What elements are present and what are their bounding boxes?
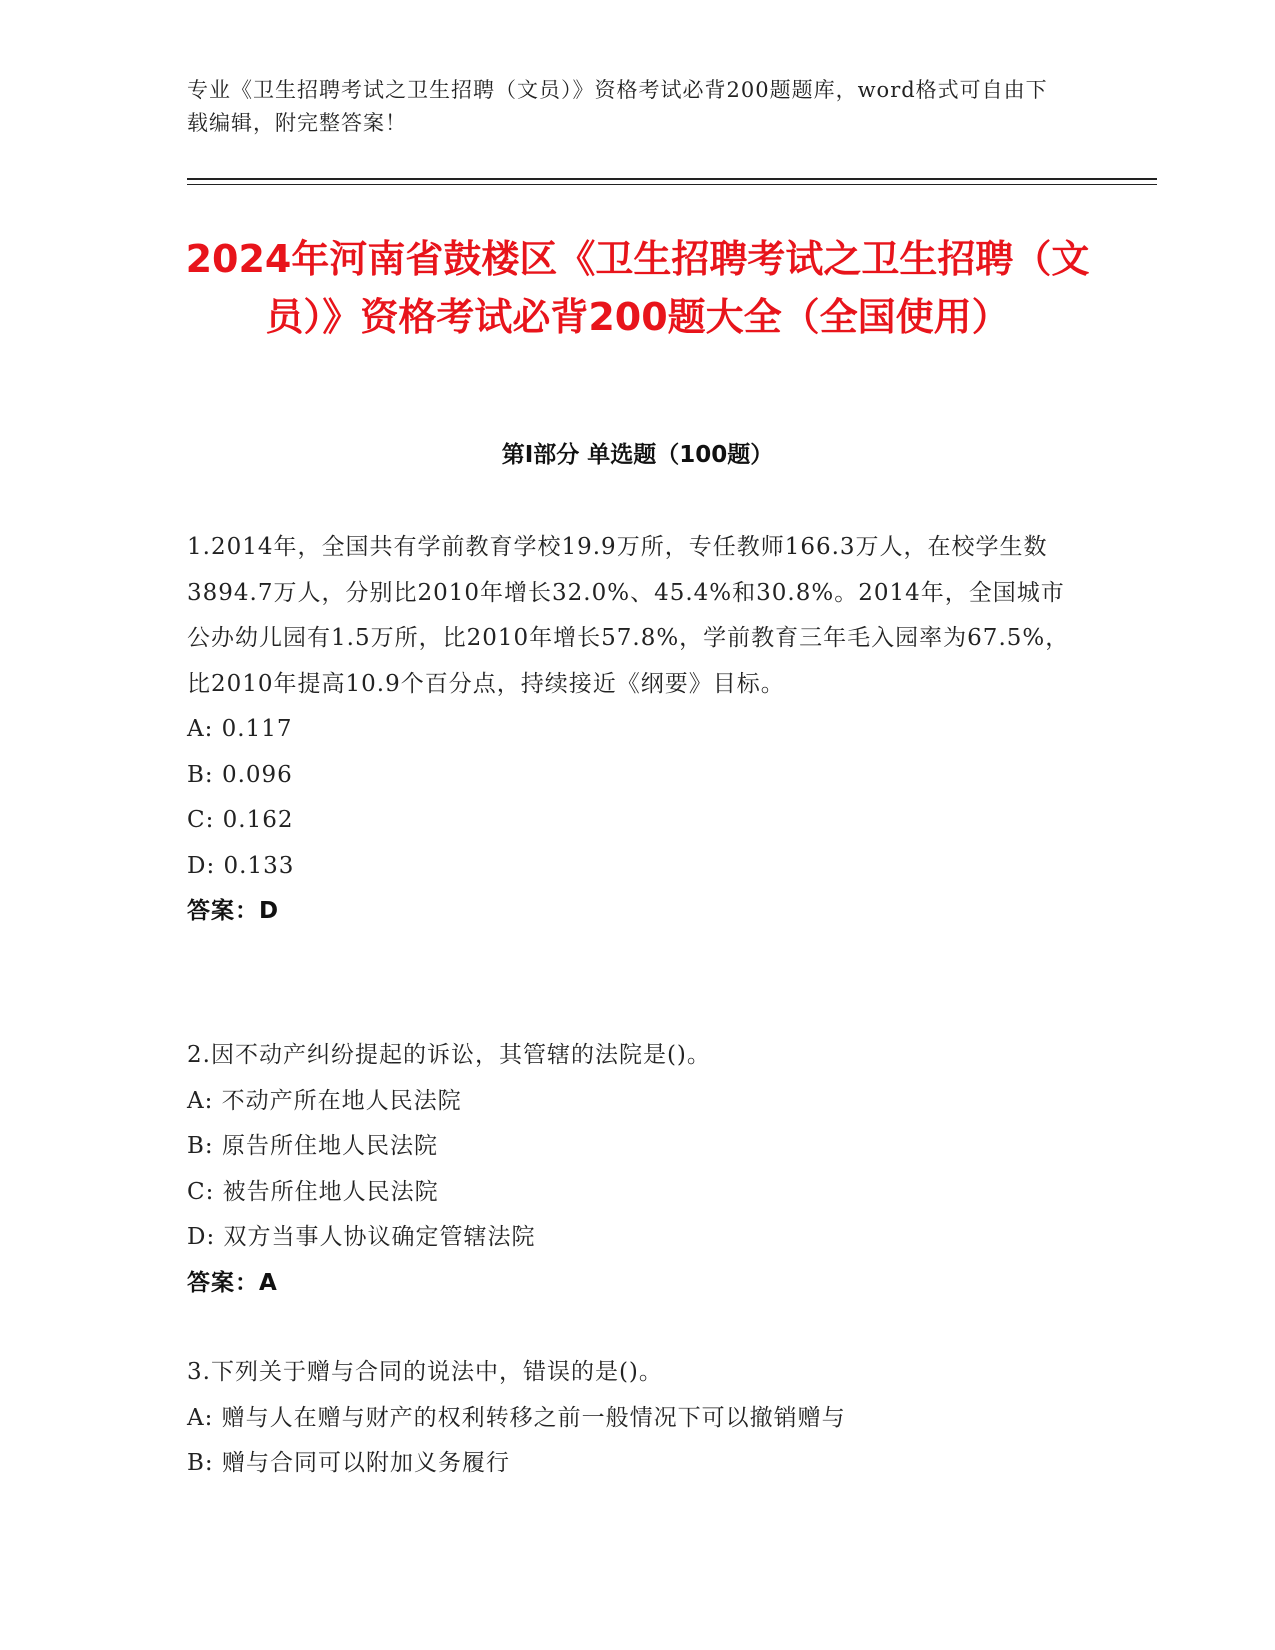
option-d: D: 0.133: [187, 852, 295, 879]
section-heading: 第I部分 单选题（100题）: [501, 442, 774, 468]
question-2: [187, 1033, 1087, 1306]
header-divider: [187, 178, 1157, 180]
question-1: [187, 525, 1087, 935]
option-b: B: 0.096: [187, 761, 293, 788]
document-title: 2024年河南省鼓楼区《卫生招聘考试之卫生招聘（文员）》资格考试必背200题大全（全国使用）: [185, 237, 1090, 339]
option-b: B: 赠与合同可以附加义务履行: [187, 1450, 510, 1476]
option-a: A: 不动产所在地人民法院: [187, 1087, 462, 1114]
question-3: [187, 1350, 1087, 1487]
option-c: C: 被告所住地人民法院: [187, 1178, 439, 1205]
answer: 答案：D: [187, 898, 280, 924]
question-stem: 3.下列关于赠与合同的说法中，错误的是()。: [187, 1359, 663, 1385]
question-stem: 1.2014年，全国共有学前教育学校19.9万所，专任教师166.3万人，在校学生数3894.7万人，分别比2010年增长32.0%、45.4%和30.8%。2014年，全国城市公办幼儿园有1.5万所，比2010年增长57.8%，学前教育三年毛入园率为67.5%，比2010年提高10.9个百分点，持续接近《纲要》目标。: [187, 534, 1070, 697]
header-divider-thin: [187, 184, 1157, 185]
answer: 答案：A: [187, 1269, 278, 1296]
option-c: C: 0.162: [187, 807, 294, 833]
option-d: D: 双方当事人协议确定管辖法院: [187, 1224, 536, 1250]
option-b: B: 原告所住地人民法院: [187, 1133, 438, 1159]
question-stem: 2.因不动产纠纷提起的诉讼，其管辖的法院是()。: [187, 1042, 711, 1068]
header-note: 专业《卫生招聘考试之卫生招聘（文员）》资格考试必背200题题库，word格式可自由下载编辑，附完整答案！: [187, 78, 1048, 135]
option-a: A: 0.117: [187, 716, 293, 742]
option-a: A: 赠与人在赠与财产的权利转移之前一般情况下可以撤销赠与: [187, 1404, 846, 1431]
